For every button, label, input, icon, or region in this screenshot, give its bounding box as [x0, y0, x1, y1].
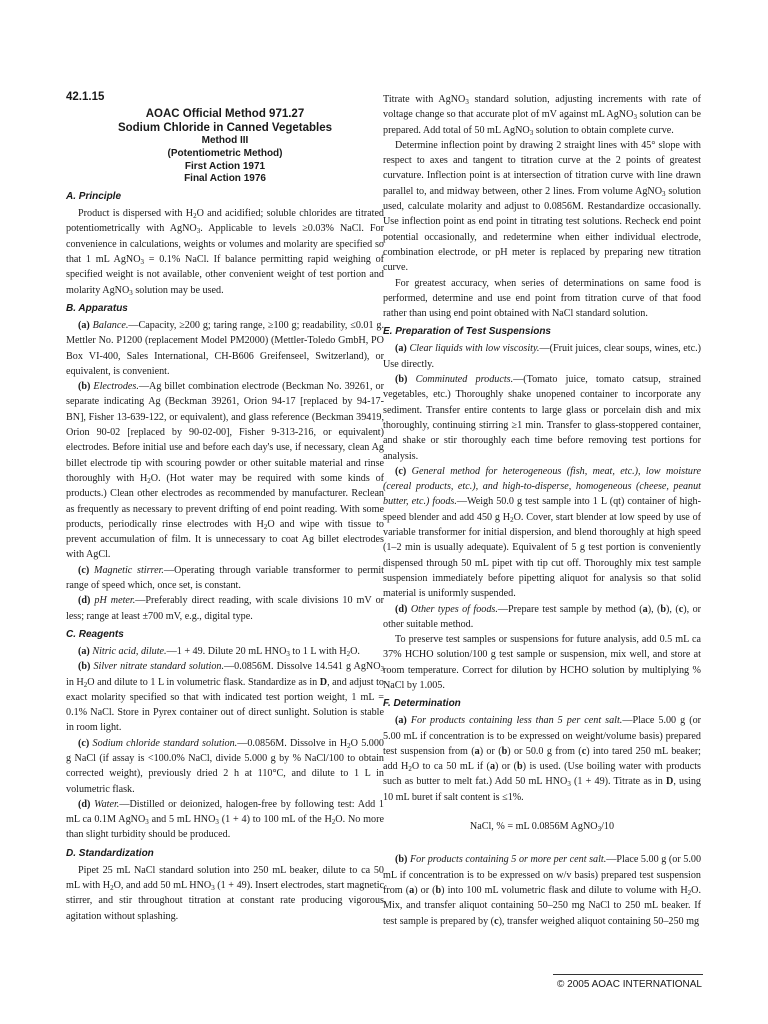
suspension-general: (c) General method for heterogeneous (fish, meat, etc.), low moisture (cereal products, etc.), and high-to-disperse, homogeneous (cheese, peanut butter, etc.) foods.—Weigh 50.0 g test sample into 1 L (qt) container of high-speed blender and add 450 g $H_2O$. Cover, start blender at low speed by use of variable transformer for initial dispersion, and blend thoroughly at high speed (1–2 min is usually adequate). Equivalent of 5 g test portion is conveniently dispensed through 50 mL pipet with tip cut off. Thoroughly mix test sample suspension immediately before pipetting aliquot for analysis so that solid material is uniformly suspended.: [383, 465, 702, 600]
principle-text: Product is dispersed with $H_2O$ and acidified; soluble chlorides are titrated potentiometrically with AgNO$_3$. Applicable to levels ≥0.03% NaCl. For convenience in calculations, weights or volumes and molarity are specified so that 1 mL AgNO$_3$ = 0.1% NaCl. If balance permitting rapid weighing of specified weight is not available, other convenient weight of test portion and molarity AgNO$_3$ solution may be used.: [66, 208, 385, 297]
footer-rule: [553, 974, 703, 975]
method-line: Method III: [201, 135, 249, 146]
final-action: Final Action 1976: [184, 173, 266, 185]
suspension-comminuted: (b) Comminuted products.—(Tomato juice, tomato catsup, strained vegetables, etc.) Thoroughly shake unopened container to incorporate any sediment. Transfer entire contents to large glass or porcelain dish and mix thoroughly, continuing stirring ≥1 min. Transfer to glass-stoppered container, and shake or stir thoroughly each time before removing test portions for analysis.: [383, 374, 701, 462]
reagent-sodium: (c) Sodium chloride standard solution.—0.0856M. Dissolve in $H_2O$ 5.000 g NaCl (if assay is <100.0% NaCl, divide 5.000 g by % NaCl/100 to obtain corrected weight), previously dried 2 h at 110°C, and dilute to 1 L in volumetric flask.: [66, 737, 384, 795]
method-subtitle: Sodium Chloride in Canned Vegetables: [117, 122, 333, 134]
method-type: (Potentiometric Method): [167, 147, 283, 159]
apparatus-heading: B. Apparatus: [66, 302, 128, 314]
apparatus-balance: (a) Balance.—Capacity, ≥200 g; taring range, ≥100 g; readability, ≤0.01 g. Mettler No. P1200 (replacement Model PM2000) (Mettler-Toledo GmbH, PO Box VI-400, Sales International, CH-B606 Greifenseel, Switzerland), or equivalent, is convenient.: [66, 319, 384, 377]
standardization-heading: D. Standardization: [66, 847, 154, 859]
accuracy-text: For greatest accuracy, when series of determinations on same food is performed, determine and use end point from titration curve of that food rather than using end point obtained with NaCl standard solution.: [383, 277, 701, 320]
first-action: First Action 1971: [184, 160, 266, 172]
reagent-water: (d) Water.—Distilled or deionized, halogen-free by following test: Add 1 mL ca 0.1M AgNO$_3$ and 5 mL $HNO_3$ (1 + 4) to 100 mL of the $H_2O$. No more than slight turbidity should be produced.: [66, 798, 384, 841]
determination-heading: F. Determination: [383, 698, 461, 710]
standardization-continued: Titrate with AgNO$_3$ standard solution, adjusting increments with rate of voltage change so that accurate plot of mV against mL AgNO$_3$ solution can be prepared. Add total of 50 mL AgNO$_3$ solution to obtain complete curve.: [383, 94, 701, 137]
method-title: AOAC Official Method 971.27: [145, 108, 305, 120]
apparatus-electrodes: (b) Electrodes.—Ag billet combination electrode (Beckman No. 39261, or separate indicating Ag (Beckman 39261, Orion 94-17 [replaced by 94-17-BN], Fisher 13-639-122, or equivalent), and glass reference (Beckman 39419, Orion 90-02 [replaced by 90-02-00], Fisher 9-313-216, or equivalent) electrodes. Before initial use and before each day's use, if necessary, clean Ag billet electrode tip with scouring powder or other suitable material and rinse thoroughly with $H_2O$. (Hot water may be required with some kinds of products.) Clean other electrodes as recommended by manufacturer. Reclean as frequently as necessary to prevent drifting of end point reading. With some products, periodically rinse electrodes with $H_2O$ and wipe with tissue to prevent accumulation of film. It is unnecessary to coat Ag billet electrodes with AgCl.: [66, 381, 385, 561]
inflection-text: Determine inflection point by drawing 2 straight lines with 45° slope with respect to axes and tangent to titration curve at the 2 points of greatest curvature. Inflection point is at intersection of titration curve with line drawn parallel to, and midway between, other 2 lines. From volume AgNO$_3$ solution used, calculate molarity and adjust to 0.0856M. Restandardize occasionally. Use inflection point as end point in titrating test solutions. Recheck end point potential occasionally, and redetermine when either individual electrode, combination electrode, or pH meter is replaced by preparing new titration curve.: [383, 139, 701, 274]
formula: NaCl, % = mL 0.0856M AgNO$_3$/10: [469, 821, 615, 834]
determination-less-than-5: (a) For products containing less than 5 per cent salt.—Place 5.00 g (or 5.00 mL if concentration is to be expressed on weight/volume basis) prepared test suspension from (a) or (b) or 50.0 g from (c) into tared 250 mL beaker; add $H_2O$ to ca 50 mL if (a) or (b) is used. (Use boiling water with products such as butter to melt fat.) Add 50 mL $HNO_3$ (1 + 49). Titrate as in D, using 10 mL buret if salt content is ≤1%.: [383, 715, 702, 803]
suspension-other: (d) Other types of foods.—Prepare test sample by method (a), (b), (c), or other suitable method.: [383, 603, 702, 630]
suspensions-heading: E. Preparation of Test Suspensions: [383, 326, 551, 338]
section-number: 42.1.15: [66, 91, 105, 103]
standardization-text: Pipet 25 mL NaCl standard solution into 250 mL beaker, dilute to ca 50 mL with $H_2O$, and add 50 mL $HNO_3$ (1 + 49). Insert electrodes, start magnetic stirrer, and stir throughout titration at constant rate producing vigorous agitation without splashing.: [66, 864, 385, 922]
footer-copyright: © 2005 AOAC INTERNATIONAL: [556, 979, 702, 990]
apparatus-ph-meter: (d) pH meter.—Preferably direct reading, with scale divisions 10 mV or less; range at least ±700 mV, e.g., digital type.: [66, 595, 385, 622]
method-header: [66, 107, 384, 186]
right-column: [383, 92, 701, 929]
preserve-text: To preserve test samples or suspensions for future analysis, add 0.5 mL ca 37% HCHO solution/100 g test sample or suspension, mix well, and store at room temperature. Correct for dilution by HCHO solution by multiplying % NaCl by 1.005.: [383, 634, 701, 691]
suspension-clear: (a) Clear liquids with low viscosity.—(Fruit juices, clear soups, wines, etc.) Use directly.: [383, 343, 701, 370]
principle-heading: A. Principle: [66, 191, 122, 203]
left-column: [66, 90, 384, 924]
apparatus-stirrer: (c) Magnetic stirrer.—Operating through variable transformer to permit range of speed which, once set, is constant.: [66, 564, 385, 592]
reagent-nitric: (a) Nitric acid, dilute.—1 + 49. Dilute 20 mL $HNO_3$ to 1 L with $H_2O$.: [78, 645, 360, 658]
reagents-heading: C. Reagents: [66, 628, 124, 640]
determination-more-than-5: (b) For products containing 5 or more per cent salt.—Place 5.00 g (or 5.00 mL if concentration is to be expressed on w/v basis) prepared test suspension from (a) or (b) into 100 mL volumetric flask and dilute to volume with $H_2O$. Mix, and transfer aliquot containing 50–250 mg NaCl to 250 mL beaker. If test sample is prepared by (c), transfer weighed aliquot containing 50–250 mg: [383, 854, 702, 927]
reagent-silver: (b) Silver nitrate standard solution.—0.0856M. Dissolve 14.541 g AgNO$_3$ in $H_2O$ and dilute to 1 L in volumetric flask. Standardize as in D, and adjust to exact molarity specified so that with indicated test portion weight, 1 mL = 0.1% NaCl. Store in Pyrex container out of direct sunlight. Solution is stable in room light.: [66, 661, 385, 734]
